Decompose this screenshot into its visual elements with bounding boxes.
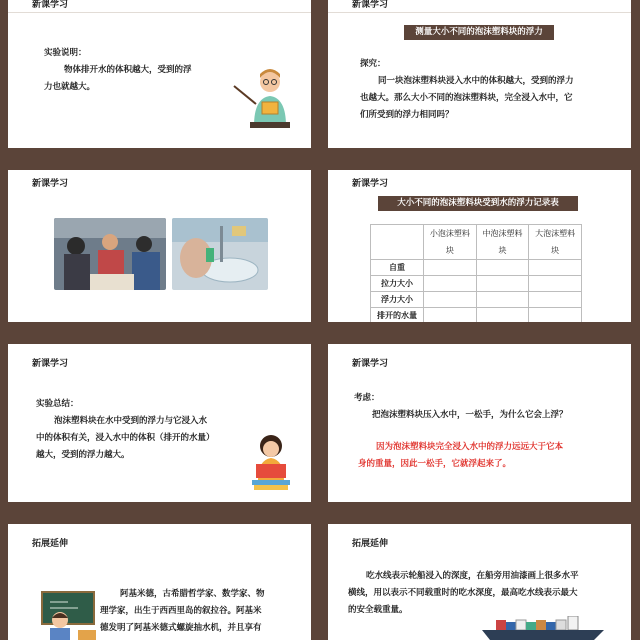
table-cell[interactable] bbox=[529, 308, 582, 323]
table-row-label: 拉力大小 bbox=[371, 276, 424, 292]
slide-header bbox=[8, 0, 311, 14]
consider-answer-line-2: 身的重量，因此一松手，它就浮起来了。 bbox=[358, 459, 512, 469]
explore-heading: 探究： bbox=[360, 59, 386, 69]
classroom-photo bbox=[54, 218, 166, 290]
slide-1[interactable] bbox=[8, 0, 311, 148]
slide-header-title: 新课学习 bbox=[352, 179, 389, 189]
table-row-label: 排开的水量 bbox=[371, 308, 424, 323]
slide-header bbox=[8, 344, 311, 369]
slide-header-title: 新课学习 bbox=[352, 0, 389, 10]
table-cell[interactable] bbox=[424, 292, 477, 308]
table-cell[interactable] bbox=[476, 308, 529, 323]
table-column-header bbox=[476, 225, 529, 260]
archimedes-line-2: 理学家，出生于西西里岛的叙拉谷。阿基米 bbox=[100, 606, 262, 616]
waterline-line-1: 吃水线表示轮船浸入的深度，在船旁用油漆画上很多水平 bbox=[366, 571, 579, 581]
table-column-header-line: 块 bbox=[551, 246, 560, 255]
table-cell[interactable] bbox=[529, 292, 582, 308]
summary-line-2: 中的体积有关，浸入水中的体积（排开的水量） bbox=[36, 433, 215, 443]
cargo-ship-image bbox=[478, 616, 608, 640]
explore-line-2: 也越大。那么大小不同的泡沫塑料块，完全浸入水中，它 bbox=[360, 93, 573, 103]
table-cell[interactable] bbox=[529, 260, 582, 276]
explore-line-3: 们所受到的浮力相同吗？ bbox=[360, 110, 454, 120]
table-cell[interactable] bbox=[476, 260, 529, 276]
slide-header-title: 新课学习 bbox=[32, 179, 69, 189]
archimedes-line-3: 德发明了阿基米德式螺旋抽水机，并且享有 bbox=[100, 623, 262, 633]
slide-header-title: 新课学习 bbox=[32, 359, 69, 369]
table-corner-cell bbox=[371, 225, 424, 260]
table-cell[interactable] bbox=[424, 276, 477, 292]
slide-3[interactable] bbox=[8, 170, 311, 322]
table-column-header-line: 小泡沫塑料 bbox=[429, 229, 470, 238]
slide-header-title: 新课学习 bbox=[32, 0, 69, 10]
table-cell[interactable] bbox=[424, 308, 477, 323]
table-column-header bbox=[424, 225, 477, 260]
table-column-header-line: 大泡沫塑料 bbox=[535, 229, 576, 238]
consider-heading: 考虑： bbox=[354, 393, 380, 403]
table-row bbox=[371, 260, 582, 276]
consider-answer-line-1: 因为泡沫塑料块完全浸入水中的浮力远远大于它本 bbox=[376, 442, 564, 452]
chalkboard-teacher-illustration bbox=[38, 586, 102, 640]
experiment-photo bbox=[172, 218, 268, 290]
experiment-note-line-2: 力也就越大。 bbox=[44, 82, 96, 92]
slide-6[interactable] bbox=[328, 344, 631, 502]
table-cell[interactable] bbox=[529, 276, 582, 292]
slide-header-title: 新课学习 bbox=[352, 359, 389, 369]
slide-2[interactable] bbox=[328, 0, 631, 148]
header-divider bbox=[328, 12, 631, 13]
table-row bbox=[371, 292, 582, 308]
record-table-banner: 大小不同的泡沫塑料块受到水的浮力记录表 bbox=[378, 196, 578, 211]
slide-4[interactable] bbox=[328, 170, 631, 322]
table-column-header-line: 块 bbox=[498, 246, 507, 255]
table-cell[interactable] bbox=[476, 292, 529, 308]
table-row-label: 浮力大小 bbox=[371, 292, 424, 308]
header-divider bbox=[8, 12, 311, 13]
teacher-illustration bbox=[230, 64, 300, 134]
experiment-note-heading: 实验说明： bbox=[44, 48, 87, 58]
summary-line-3: 越大，受到的浮力越大。 bbox=[36, 450, 130, 460]
consider-question: 把泡沫塑料块压入水中，一松手，为什么它会上浮？ bbox=[372, 410, 568, 420]
girl-reading-illustration bbox=[246, 430, 296, 492]
summary-line-1: 泡沫塑料块在水中受到的浮力与它浸入水 bbox=[54, 416, 208, 426]
record-table bbox=[370, 224, 582, 322]
table-row-label: 自重 bbox=[371, 260, 424, 276]
topic-banner: 测量大小不同的泡沫塑料块的浮力 bbox=[404, 25, 554, 40]
table-cell[interactable] bbox=[476, 276, 529, 292]
slide-header-title: 拓展延伸 bbox=[32, 539, 69, 549]
explore-line-1: 同一块泡沫塑料块浸入水中的体积越大，受到的浮力 bbox=[378, 76, 574, 86]
archimedes-line-1: 阿基米德，古希腊哲学家、数学家、物 bbox=[120, 589, 265, 599]
table-row bbox=[371, 308, 582, 323]
table-cell[interactable] bbox=[424, 260, 477, 276]
table-column-header-line: 块 bbox=[445, 246, 454, 255]
slide-header bbox=[8, 170, 311, 189]
waterline-line-2: 横线，用以表示不同载重时的吃水深度，最高吃水线表示最大 bbox=[348, 588, 578, 598]
waterline-line-3: 的安全载重量。 bbox=[348, 605, 408, 615]
table-row bbox=[371, 276, 582, 292]
slide-header bbox=[328, 0, 631, 14]
summary-heading: 实验总结： bbox=[36, 399, 79, 409]
slide-header bbox=[328, 524, 631, 549]
table-column-header bbox=[529, 225, 582, 260]
slide-header bbox=[328, 344, 631, 369]
experiment-note-line-1: 物体排开水的体积越大，受到的浮 bbox=[64, 65, 192, 75]
slide-8[interactable] bbox=[328, 524, 631, 640]
slide-header bbox=[8, 524, 311, 549]
table-column-header-line: 中泡沫塑料 bbox=[482, 229, 523, 238]
slide-header-title: 拓展延伸 bbox=[352, 539, 389, 549]
slide-header bbox=[328, 170, 631, 189]
slide-5[interactable] bbox=[8, 344, 311, 502]
slide-7[interactable] bbox=[8, 524, 311, 640]
